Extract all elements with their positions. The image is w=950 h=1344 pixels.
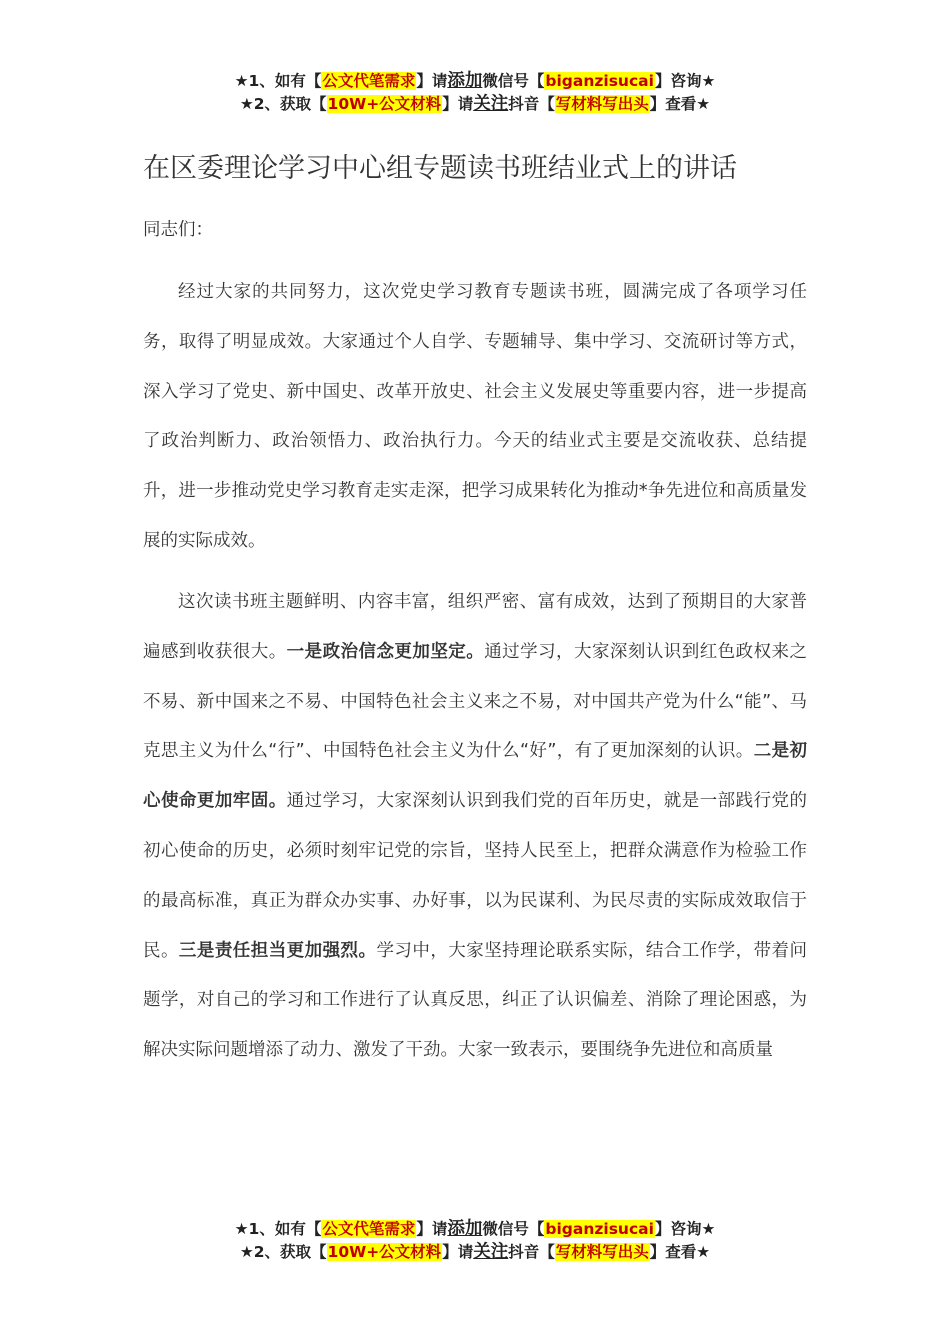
banner-emphasis: 关注: [473, 94, 509, 114]
paragraph-text: 这次读书班主题鲜明、内容丰富，组织严密、富有成效，达到了预期目的大家普遍感到收获很大。: [143, 592, 807, 662]
banner-text: 抖音【: [508, 1243, 555, 1261]
banner-text: 】查看★: [649, 1243, 711, 1261]
banner-text: 】请: [416, 72, 448, 90]
banner-text: 】咨询★: [654, 1220, 716, 1238]
salutation: 同志们：: [143, 220, 213, 240]
wechat-id-highlight: biganzisucai: [545, 1220, 654, 1238]
banner-text: 微信号【: [482, 1220, 545, 1238]
banner-text: ★1、如有【: [234, 72, 322, 90]
banner-text: ★2、获取【: [239, 95, 327, 113]
banner-emphasis: 关注: [473, 1242, 509, 1262]
bold-point-3: 三是责任担当更加强烈。: [178, 940, 377, 961]
banner-emphasis: 添加: [447, 1219, 483, 1239]
bold-point-1: 一是政治信念更加坚定。: [286, 641, 485, 662]
header-banner: [0, 70, 950, 116]
banner-text: 抖音【: [508, 95, 555, 113]
banner-text: 】请: [416, 1220, 448, 1238]
paragraph-1: 经过大家的共同努力，这次党史学习教育专题读书班，圆满完成了各项学习任务，取得了明显成效。大家通过个人自学、专题辅导、集中学习、交流研讨等方式，深入学习了党史、新中国史、改革开放史、社会主义发展史等重要内容，进一步提高了政治判断力、政治领悟力、政治执行力。今天的结业式主要是交流收获、总结提升，进一步推动党史学习教育走实走深，把学习成果转化为推动*争先进位和高质量发展的实际成效。: [143, 282, 807, 551]
banner-line-2: [0, 93, 950, 116]
paragraph-2: [143, 578, 807, 1076]
footer-banner: [0, 1218, 950, 1264]
banner-emphasis: 添加: [447, 71, 483, 91]
paragraph-text: 通过学习，大家深刻认识到我们党的百年历史，就是一部践行党的初心使命的历史，必须时刻牢记党的宗旨，坚持人民至上，把群众满意作为检验工作的最高标准，真正为群众办实事、办好事，以为民谋利、为民尽责的实际成效取信于民。: [143, 791, 808, 961]
banner-text: 】查看★: [649, 95, 711, 113]
banner-line-2: [0, 1241, 950, 1264]
banner-highlight: 10W+公文材料: [327, 1243, 442, 1261]
document-title: 在区委理论学习中心组专题读书班结业式上的讲话: [143, 153, 737, 184]
bold-point-2: 二是初心使命更加牢固。: [143, 741, 808, 812]
banner-highlight: 10W+公文材料: [327, 95, 442, 113]
douyin-id-highlight: 写材料写出头: [555, 1243, 649, 1261]
banner-text: 】请: [442, 1243, 474, 1261]
banner-highlight: 公文代笔需求: [322, 72, 416, 90]
douyin-id-highlight: 写材料写出头: [555, 95, 649, 113]
banner-text: 】咨询★: [654, 72, 716, 90]
banner-text: ★2、获取【: [239, 1243, 327, 1261]
banner-line-1: [0, 1218, 950, 1241]
paragraph-text: 通过学习，大家深刻认识到红色政权来之不易、新中国来之不易、中国特色社会主义来之不易，对中国共产党为什么“能”、马克思主义为什么“行”、中国特色社会主义为什么“好”，有了更加深刻的认识。: [143, 641, 808, 762]
wechat-id-highlight: biganzisucai: [545, 72, 654, 90]
banner-text: 微信号【: [482, 72, 545, 90]
banner-highlight: 公文代笔需求: [322, 1220, 416, 1238]
paragraph-text: 学习中，大家坚持理论联系实际，结合工作学，带着问题学，对自己的学习和工作进行了认真反思，纠正了认识偏差、消除了理论困惑，为解决实际问题增添了动力、激发了干劲。大家一致表示，要围绕争先进位和高质量: [143, 940, 808, 1061]
banner-text: 】请: [442, 95, 474, 113]
banner-text: ★1、如有【: [234, 1220, 322, 1238]
banner-line-1: [0, 70, 950, 93]
